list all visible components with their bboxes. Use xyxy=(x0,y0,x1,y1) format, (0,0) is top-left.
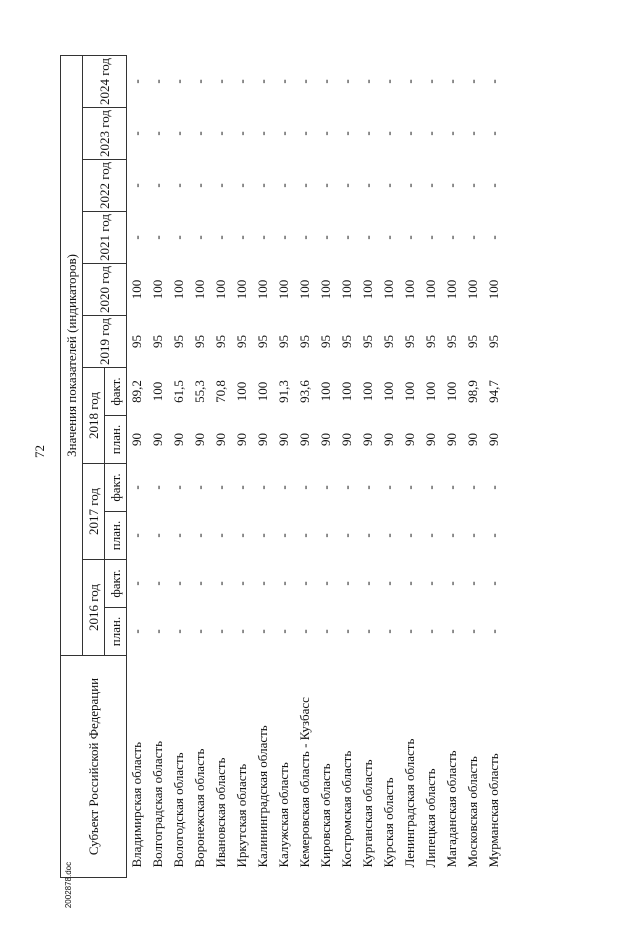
value-cell: - xyxy=(213,79,228,84)
value-cell: - xyxy=(381,533,396,538)
value-cell: - xyxy=(360,79,375,84)
value-cell: - xyxy=(276,79,291,84)
value-cell: - xyxy=(234,183,249,188)
value-cell: - xyxy=(276,581,291,586)
value-cell: 90 xyxy=(318,433,333,446)
value-cell: - xyxy=(297,629,312,634)
value-cell: - xyxy=(150,581,165,586)
value-cell: 55,3 xyxy=(192,380,207,403)
value-cell: - xyxy=(318,581,333,586)
value-cell: 61,5 xyxy=(171,380,186,403)
value-cell: - xyxy=(150,79,165,84)
value-cell: - xyxy=(318,629,333,634)
value-cell: - xyxy=(255,235,270,240)
value-cell: - xyxy=(381,131,396,136)
value-cell: - xyxy=(234,581,249,586)
region-name: Мурманская область xyxy=(486,753,501,868)
value-cell: - xyxy=(297,131,312,136)
value-cell: 90 xyxy=(171,433,186,446)
value-cell: - xyxy=(213,235,228,240)
value-cell: - xyxy=(444,629,459,634)
value-cell: 100 xyxy=(486,279,501,300)
year-header-2023: 2023 год xyxy=(83,108,127,160)
value-cell: - xyxy=(381,629,396,634)
value-cell: - xyxy=(192,79,207,84)
value-cell: 90 xyxy=(150,433,165,446)
value-cell: - xyxy=(339,131,354,136)
value-cell: - xyxy=(213,629,228,634)
year-header-2024: 2024 год xyxy=(83,55,127,107)
plan-header-2018: план. xyxy=(105,416,127,464)
value-cell: 100 xyxy=(297,279,312,300)
value-cell: - xyxy=(129,581,145,586)
value-cell: - xyxy=(192,533,207,538)
value-cell: - xyxy=(423,533,438,538)
value-cell: - xyxy=(360,533,375,538)
value-cell: 90 xyxy=(381,433,396,446)
value-cell: 100 xyxy=(150,279,165,300)
value-cell: 90 xyxy=(234,433,249,446)
value-cell: - xyxy=(297,485,312,490)
value-cell: - xyxy=(339,235,354,240)
value-cell: 95 xyxy=(276,335,291,348)
value-cell: 95 xyxy=(150,335,165,348)
value-cell: - xyxy=(360,131,375,136)
value-cell: 90 xyxy=(423,433,438,446)
plan-header-2016: план. xyxy=(105,608,127,656)
value-cell: 95 xyxy=(381,335,396,348)
value-cell: - xyxy=(465,235,480,240)
value-cell: - xyxy=(150,235,165,240)
table-row xyxy=(358,55,379,877)
value-cell: 90 xyxy=(486,433,501,446)
region-name: Ленинградская область xyxy=(402,738,417,868)
value-cell: - xyxy=(234,79,249,84)
value-cell: - xyxy=(150,183,165,188)
value-cell: - xyxy=(339,485,354,490)
year-header-2017: 2017 год xyxy=(83,464,105,560)
value-cell: 95 xyxy=(234,335,249,348)
value-cell: - xyxy=(276,131,291,136)
value-cell: - xyxy=(486,183,501,188)
value-cell: - xyxy=(402,79,417,84)
value-cell: 95 xyxy=(360,335,375,348)
region-name: Калининградская область xyxy=(255,725,270,868)
value-cell: 90 xyxy=(339,433,354,446)
value-cell: - xyxy=(486,485,501,490)
value-cell: 100 xyxy=(423,279,438,300)
value-cell: 95 xyxy=(465,335,480,348)
value-cell: - xyxy=(234,131,249,136)
value-cell: 95 xyxy=(213,335,228,348)
value-cell: 100 xyxy=(276,279,291,300)
value-cell: 100 xyxy=(444,279,459,300)
year-header-2021: 2021 год xyxy=(83,212,127,264)
value-cell: 95 xyxy=(339,335,354,348)
value-cell: - xyxy=(423,629,438,634)
region-name: Курганская область xyxy=(360,759,375,868)
value-cell: - xyxy=(360,183,375,188)
value-cell: - xyxy=(402,533,417,538)
value-cell: - xyxy=(255,79,270,84)
value-cell: - xyxy=(276,183,291,188)
rotated-table-container xyxy=(60,56,606,878)
value-cell: - xyxy=(465,581,480,586)
value-cell: 95 xyxy=(297,335,312,348)
indicators-table xyxy=(60,55,606,878)
value-cell: - xyxy=(444,183,459,188)
table-row xyxy=(379,55,400,877)
value-cell: - xyxy=(339,629,354,634)
value-cell: 90 xyxy=(192,433,207,446)
value-cell: 95 xyxy=(255,335,270,348)
value-cell: - xyxy=(402,485,417,490)
value-cell: - xyxy=(423,183,438,188)
value-cell: 100 xyxy=(150,381,165,402)
value-cell: - xyxy=(402,235,417,240)
value-cell: - xyxy=(465,131,480,136)
region-name: Липецкая область xyxy=(423,768,438,868)
year-header-2020: 2020 год xyxy=(83,264,127,316)
value-cell: - xyxy=(129,629,145,634)
value-cell: - xyxy=(297,235,312,240)
table-row xyxy=(169,55,190,877)
value-cell: - xyxy=(297,183,312,188)
region-name: Волгоградская область xyxy=(150,740,165,868)
value-cell: - xyxy=(465,485,480,490)
table-row xyxy=(148,55,169,877)
table-row xyxy=(190,55,211,877)
value-cell: - xyxy=(486,629,501,634)
value-cell: - xyxy=(129,131,145,136)
value-cell: - xyxy=(360,629,375,634)
value-cell: - xyxy=(171,235,186,240)
value-cell: 90 xyxy=(465,433,480,446)
table-row xyxy=(253,55,274,877)
value-cell: 93,6 xyxy=(297,380,312,403)
region-name: Воронежская область xyxy=(192,748,207,868)
value-cell: - xyxy=(444,485,459,490)
value-cell: 100 xyxy=(423,381,438,402)
value-cell: - xyxy=(129,533,145,538)
table-row xyxy=(442,55,463,877)
value-cell: - xyxy=(381,183,396,188)
value-cell: 95 xyxy=(444,335,459,348)
value-cell: - xyxy=(192,235,207,240)
value-cell: 100 xyxy=(402,381,417,402)
region-name: Владимирская область xyxy=(129,742,145,868)
value-cell: 90 xyxy=(402,433,417,446)
value-cell: - xyxy=(444,235,459,240)
value-cell: 100 xyxy=(171,279,186,300)
value-cell: - xyxy=(444,533,459,538)
value-cell: 70,8 xyxy=(213,380,228,403)
value-cell: - xyxy=(339,533,354,538)
value-cell: 100 xyxy=(360,279,375,300)
value-cell: - xyxy=(255,533,270,538)
value-cell: - xyxy=(423,235,438,240)
value-cell: - xyxy=(255,485,270,490)
value-cell: 98,9 xyxy=(465,380,480,403)
region-name: Калужская область xyxy=(276,762,291,868)
value-cell: 100 xyxy=(129,279,145,300)
table-row xyxy=(484,55,505,877)
values-header: Значения показателей (индикаторов) xyxy=(61,55,83,655)
table-row xyxy=(295,55,316,877)
region-name: Иркутская область xyxy=(234,763,249,868)
value-cell: - xyxy=(402,629,417,634)
value-cell: - xyxy=(192,581,207,586)
value-cell: - xyxy=(465,533,480,538)
value-cell: - xyxy=(318,131,333,136)
table-row xyxy=(211,55,232,877)
value-cell: - xyxy=(360,485,375,490)
value-cell: 100 xyxy=(360,381,375,402)
value-cell: - xyxy=(297,533,312,538)
value-cell: 100 xyxy=(339,381,354,402)
value-cell: - xyxy=(255,581,270,586)
value-cell: - xyxy=(213,533,228,538)
value-cell: - xyxy=(402,581,417,586)
value-cell: - xyxy=(486,581,501,586)
value-cell: 100 xyxy=(192,279,207,300)
value-cell: - xyxy=(444,581,459,586)
value-cell: - xyxy=(213,131,228,136)
table-filler-cell xyxy=(505,55,607,877)
value-cell: 95 xyxy=(486,335,501,348)
year-header-2022: 2022 год xyxy=(83,160,127,212)
value-cell: - xyxy=(402,183,417,188)
value-cell: - xyxy=(402,131,417,136)
value-cell: - xyxy=(213,183,228,188)
region-name: Московская область xyxy=(465,756,480,868)
value-cell: 100 xyxy=(465,279,480,300)
value-cell: - xyxy=(465,629,480,634)
value-cell: - xyxy=(129,235,145,240)
value-cell: 100 xyxy=(402,279,417,300)
value-cell: - xyxy=(129,183,145,188)
table-filler-row xyxy=(505,55,607,877)
value-cell: - xyxy=(171,131,186,136)
value-cell: - xyxy=(150,629,165,634)
value-cell: - xyxy=(234,235,249,240)
value-cell: - xyxy=(276,485,291,490)
table-row xyxy=(232,55,253,877)
value-cell: 100 xyxy=(255,381,270,402)
value-cell: 95 xyxy=(129,335,145,348)
value-cell: - xyxy=(150,131,165,136)
value-cell: 100 xyxy=(234,279,249,300)
region-name: Костромская область xyxy=(339,750,354,868)
value-cell: 100 xyxy=(213,279,228,300)
value-cell: 90 xyxy=(213,433,228,446)
value-cell: - xyxy=(318,183,333,188)
value-cell: - xyxy=(192,131,207,136)
year-header-2016: 2016 год xyxy=(83,560,105,656)
region-name: Ивановская область xyxy=(213,757,228,868)
value-cell: - xyxy=(276,533,291,538)
value-cell: - xyxy=(465,79,480,84)
value-cell: - xyxy=(486,79,501,84)
value-cell: 95 xyxy=(318,335,333,348)
value-cell: - xyxy=(192,485,207,490)
table-row xyxy=(337,55,358,877)
value-cell: 89,2 xyxy=(129,380,145,403)
value-cell: 90 xyxy=(360,433,375,446)
value-cell: - xyxy=(423,79,438,84)
value-cell: - xyxy=(360,581,375,586)
table-body xyxy=(127,55,607,877)
value-cell: - xyxy=(318,485,333,490)
value-cell: - xyxy=(381,485,396,490)
value-cell: - xyxy=(381,581,396,586)
value-cell: 95 xyxy=(171,335,186,348)
plan-header-2017: план. xyxy=(105,512,127,560)
value-cell: 100 xyxy=(381,381,396,402)
value-cell: - xyxy=(276,629,291,634)
table-row xyxy=(463,55,484,877)
value-cell: 90 xyxy=(129,433,145,446)
value-cell: 100 xyxy=(234,381,249,402)
value-cell: - xyxy=(318,235,333,240)
value-cell: - xyxy=(318,79,333,84)
value-cell: - xyxy=(423,485,438,490)
value-cell: - xyxy=(339,581,354,586)
fact-header-2016: факт. xyxy=(105,560,127,608)
region-name: Вологодская область xyxy=(171,752,186,868)
fact-header-2017: факт. xyxy=(105,464,127,512)
year-header-2019: 2019 год xyxy=(83,316,127,368)
value-cell: - xyxy=(423,581,438,586)
value-cell: - xyxy=(444,131,459,136)
value-cell: - xyxy=(213,581,228,586)
value-cell: 100 xyxy=(381,279,396,300)
table-row xyxy=(316,55,337,877)
value-cell: - xyxy=(255,131,270,136)
value-cell: - xyxy=(150,533,165,538)
value-cell: - xyxy=(486,533,501,538)
value-cell: - xyxy=(129,79,145,84)
subject-header: Субъект Российской Федерации xyxy=(61,656,127,878)
value-cell: - xyxy=(276,235,291,240)
value-cell: - xyxy=(234,533,249,538)
value-cell: - xyxy=(171,79,186,84)
table-row xyxy=(127,55,148,877)
value-cell: - xyxy=(171,533,186,538)
value-cell: - xyxy=(129,485,145,490)
value-cell: - xyxy=(297,79,312,84)
value-cell: - xyxy=(381,79,396,84)
value-cell: - xyxy=(297,581,312,586)
footer-code: 2002878.doc xyxy=(64,861,73,909)
value-cell: - xyxy=(234,629,249,634)
value-cell: 90 xyxy=(444,433,459,446)
value-cell: - xyxy=(486,131,501,136)
value-cell: 90 xyxy=(297,433,312,446)
value-cell: - xyxy=(192,183,207,188)
value-cell: - xyxy=(339,183,354,188)
value-cell: - xyxy=(234,485,249,490)
value-cell: - xyxy=(486,235,501,240)
value-cell: - xyxy=(381,235,396,240)
value-cell: - xyxy=(318,533,333,538)
value-cell: 94,7 xyxy=(486,380,501,403)
value-cell: 100 xyxy=(318,279,333,300)
value-cell: - xyxy=(423,131,438,136)
value-cell: 100 xyxy=(444,381,459,402)
value-cell: - xyxy=(171,581,186,586)
table-row xyxy=(400,55,421,877)
value-cell: - xyxy=(339,79,354,84)
value-cell: 95 xyxy=(192,335,207,348)
value-cell: - xyxy=(465,183,480,188)
value-cell: - xyxy=(192,629,207,634)
value-cell: - xyxy=(360,235,375,240)
page-number: 72 xyxy=(32,445,47,458)
value-cell: 90 xyxy=(255,433,270,446)
value-cell: - xyxy=(171,629,186,634)
value-cell: 100 xyxy=(339,279,354,300)
table-row xyxy=(421,55,442,877)
value-cell: 100 xyxy=(255,279,270,300)
region-name: Курская область xyxy=(381,777,396,868)
value-cell: 91,3 xyxy=(276,380,291,403)
value-cell: - xyxy=(150,485,165,490)
value-cell: 100 xyxy=(318,381,333,402)
region-name: Магаданская область xyxy=(444,750,459,868)
region-name: Кировская область xyxy=(318,763,333,868)
value-cell: 95 xyxy=(402,335,417,348)
fact-header-2018: факт. xyxy=(105,368,127,416)
value-cell: - xyxy=(255,629,270,634)
value-cell: - xyxy=(255,183,270,188)
table-row xyxy=(274,55,295,877)
value-cell: - xyxy=(171,183,186,188)
value-cell: - xyxy=(213,485,228,490)
year-header-2018: 2018 год xyxy=(83,368,105,464)
value-cell: 95 xyxy=(423,335,438,348)
region-name: Кемеровская область - Кузбасс xyxy=(297,697,312,868)
value-cell: - xyxy=(171,485,186,490)
value-cell: 90 xyxy=(276,433,291,446)
value-cell: - xyxy=(444,79,459,84)
